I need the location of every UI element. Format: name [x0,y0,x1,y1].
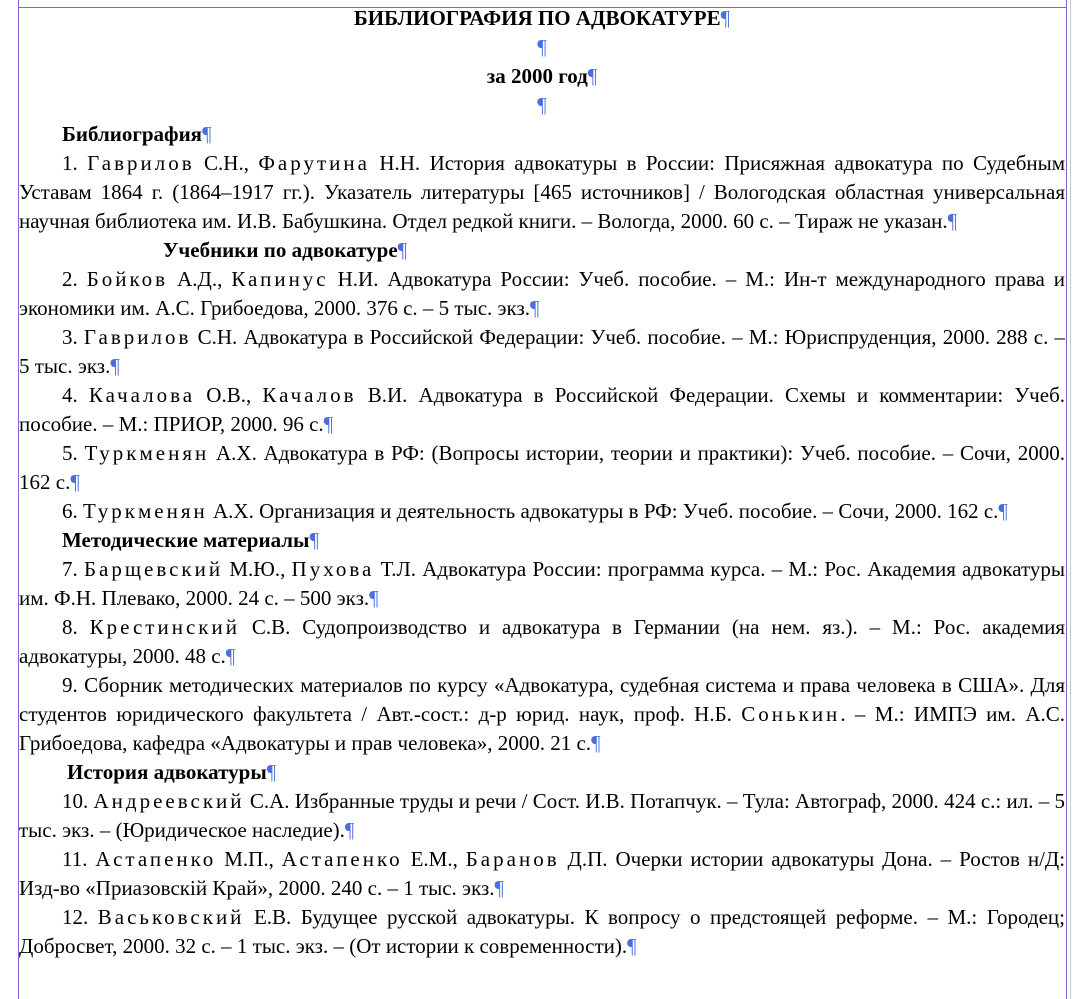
document-subtitle: за 2000 год¶ [486,64,598,88]
bibliography-entry: 11. Астапенко М.П., Астапенко Е.М., Баранов Д.П. Очерки истории адвокатуры Дона. – Ростов н/Д: Изд-во «Приазовскiй Край», 2000. 240 с. – 1 тыс. экз.¶ [19,847,1066,900]
bibliography-entry: 5. Туркменян А.Х. Адвокатура в РФ: (Вопросы истории, теории и практики): Учеб. пособие. – Сочи, 2000. 162 с.¶ [19,441,1066,494]
section-heading-history: История адвокатуры¶ [67,760,277,784]
bibliography-entry: 9. Сборник методических материалов по курсу «Адвокатура, судебная система и права человека в США». Для студентов юридического факультета / Авт.-сост.: д-р юрид. наук, проф. Н.Б. Сонькин. – М.: ИМПЭ им. А.С. Грибоедова, кафедра «Адвокатуры и прав человека», 2000. 21 с.¶ [19,673,1066,755]
bibliography-entry: 12. Васьковский Е.В. Будущее русской адвокатуры. К вопросу о предстоящей реформе. – М.: Городец; Добросвет, 2000. 32 с. – 1 тыс. экз. – (От истории к современности).¶ [19,905,1066,958]
bibliography-entry: 4. Качалова О.В., Качалов В.И. Адвокатура в Российской Федерации. Схемы и комментарии: Учеб. пособие. – М.: ПРИОР, 2000. 96 с.¶ [19,383,1065,436]
bibliography-entry: 2. Бойков А.Д., Капинус Н.И. Адвокатура России: Учеб. пособие. – М.: Ин-т международного права и экономики им. А.С. Грибоедова, 2000. 376 с. – 5 тыс. экз.¶ [19,267,1066,320]
bibliography-entry: 6. Туркменян А.Х. Организация и деятельность адвокатуры в РФ: Учеб. пособие. – Сочи, 2000. 162 с.¶ [62,499,1008,523]
section-heading-methodical: Методические материалы¶ [62,528,319,552]
bibliography-entry: 10. Андреевский С.А. Избранные труды и речи / Сост. И.В. Потапчук. – Тула: Автограф, 2000. 424 с.: ил. – 5 тыс. экз. – (Юридическое наследие).¶ [19,789,1066,842]
document-title: БИБЛИОГРАФИЯ ПО АДВОКАТУРЕ¶ [353,6,731,30]
bibliography-entry: 8. Крестинский С.В. Судопроизводство и адвокатура в Германии (на нем. яз.). – М.: Рос. академия адвокатуры, 2000. 48 с.¶ [19,615,1066,668]
bibliography-entry: 7. Барщевский М.Ю., Пухова Т.Л. Адвокатура России: программа курса. – М.: Рос. Академия адвокатуры им. Ф.Н. Плевако, 2000. 24 с. – 500 экз.¶ [19,557,1066,610]
bibliography-entry: 3. Гаврилов С.Н. Адвокатура в Российской Федерации: Учеб. пособие. – М.: Юриспруденция, 2000. 288 с. – 5 тыс. экз.¶ [19,325,1066,378]
section-heading-textbooks: Учебники по адвокатуре¶ [163,238,408,262]
document-body[interactable] [19,4,1065,961]
section-heading-bibliography: Библиография¶ [62,122,212,146]
page-edge-right [1070,0,1071,999]
page-margin-right [1066,0,1067,999]
bibliography-entry: 1. Гаврилов С.Н., Фарутина Н.Н. История адвокатуры в России: Присяжная адвокатура по Судебным Уставам 1864 г. (1864–1917 гг.). Указатель литературы [465 источников] / Вологодская областная универсальная научная библиотека им. И.В. Бабушкина. Отдел редкой книги. – Вологда, 2000. 60 с. – Тираж не указан.¶ [19,151,1066,233]
empty-paragraph: ¶ [537,93,547,117]
empty-paragraph: ¶ [537,35,547,59]
